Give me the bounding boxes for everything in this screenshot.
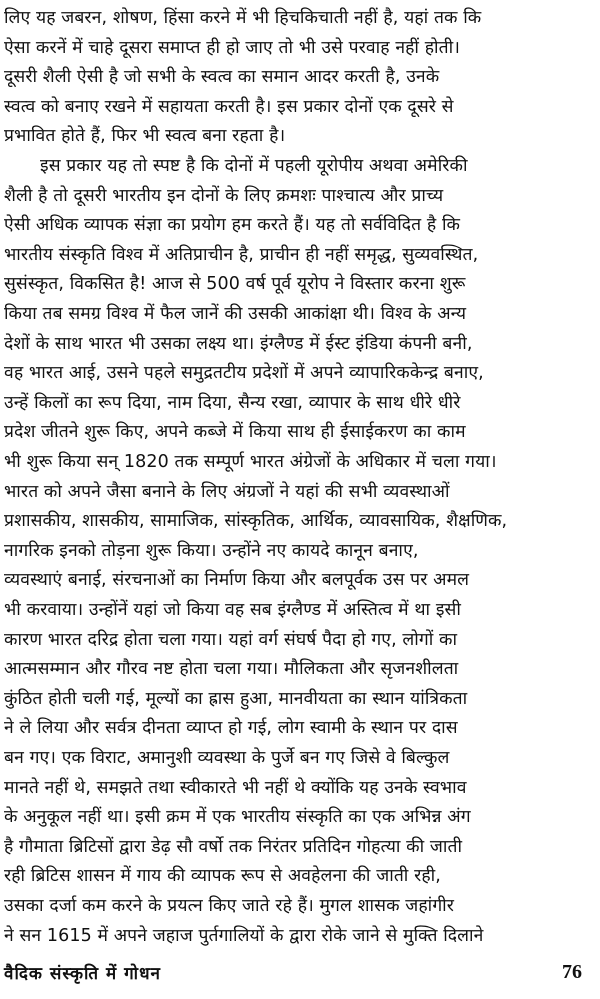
page-number: 76 [562, 961, 582, 983]
text-line: ने सन 1615 में अपने जहाज पुर्तगालियों के द्वारा रोके जाने से मुक्ति दिलाने [4, 925, 484, 946]
text-line: वह भारत आई, उसने पहले समुद्रतटीय प्रदेशों में अपने व्यापारिककेन्द्र बनाए, [4, 363, 484, 384]
text-line: भारत को अपने जैसा बनाने के लिए अंग्रजों ने यहां की सभी व्यवस्थाओं [4, 481, 450, 502]
text-line: है गौमाता ब्रिटिसों द्वारा डेढ़ सौ वर्षो तक निरंतर प्रतिदिन गोहत्या की जाती [4, 836, 463, 857]
text-line: कारण भारत दरिद्र होता चला गया। यहां वर्ग संघर्ष पैदा हो गए, लोगों का [4, 629, 458, 650]
text-line: लिए यह जबरन, शोषण, हिंसा करने में भी हिचकिचाती नहीं है, यहां तक कि [4, 8, 482, 28]
text-line: भी शुरू किया सन् 1820 तक सम्पूर्ण भारत अंग्रेजों के अधिकार में चला गया। [4, 452, 497, 472]
text-line: प्रशासकीय, शासकीय, सामाजिक, सांस्कृतिक, आर्थिक, व्यावसायिक, शैक्षणिक, [4, 511, 508, 532]
text-line: प्रभावित होते हैं, फिर भी स्वत्व बना रहता है। [4, 126, 286, 147]
text-line: बन गए। एक विराट, अमानुशी व्यवस्था के पुर्जे बन गए जिसे वे बिल्कुल [4, 748, 450, 768]
text-line: देशों के साथ भारत भी उसका लक्ष्य था। इंग्लैण्ड में ईस्ट इंडिया कंपनी बनी, [4, 333, 473, 354]
text-line: शैली है तो दूसरी भारतीय इन दोनों के लिए क्रमशः पाश्चात्य और प्राच्य [4, 185, 444, 206]
text-line: भारतीय संस्कृति विश्व में अतिप्राचीन है, प्राचीन ही नहीं समृद्ध, सुव्यवस्थित, [4, 244, 479, 265]
text-line: नागरिक इनको तोड़ना शुरू किया। उन्होंने नए कायदे कानून बनाए, [4, 540, 419, 561]
running-footer-title: वैदिक संस्कृति में गोधन [4, 964, 161, 984]
text-line: सुसंस्कृत, विकसित है! आज से 500 वर्ष पूर्व यूरोप ने विस्तार करना शुरू [4, 274, 466, 295]
text-line: ऐसी अधिक व्यापक संज्ञा का प्रयोग हम करते हैं। यह तो सर्वविदित है कि [4, 215, 461, 236]
text-line: प्रदेश जीतने शुरू किए, अपने कब्जे में किया साथ ही ईसाईकरण का काम [4, 422, 466, 443]
text-line: ने ले लिया और सर्वत्र दीनता व्याप्त हो गई, लोग स्वामी के स्थान पर दास [4, 718, 458, 739]
text-line: कुंठित होती चली गई, मूल्यों का ह्रास हुआ, मानवीयता का स्थान यांत्रिकता [4, 688, 468, 709]
text-line: आत्मसम्मान और गौरव नष्ट होता चला गया। मौलिकता और सृजनशीलता [4, 659, 459, 680]
text-line: दूसरी शैली ऐसी है जो सभी के स्वत्व का समान आदर करती है, उनके [4, 67, 440, 88]
text-line: रही ब्रिटिस शासन में गाय की व्यापक रूप से अवहेलना की जाती रही, [4, 866, 441, 887]
text-line: स्वत्व को बनाए रखने में सहायता करती है। इस प्रकार दोनों एक दूसरे से [4, 96, 454, 117]
text-line: उन्हें किलों का रूप दिया, नाम दिया, सैन्य रखा, व्यापार के साथ धीरे धीरे [4, 392, 461, 413]
text-line: इस प्रकार यह तो स्पष्ट है कि दोनों में पहली यूरोपीय अथवा अमेरिकी [40, 156, 468, 176]
text-line: के अनुकूल नहीं था। इसी क्रम में एक भारतीय संस्कृति का एक अभिन्न अंग [4, 807, 471, 828]
text-line: व्यवस्थाएं बनाई, संरचनाओं का निर्माण किया और बलपूर्वक उस पर अमल [4, 570, 470, 591]
text-line: भी करवाया। उन्होंनें यहां जो किया वह सब इंग्लैण्ड में अस्तित्व में था इसी [4, 600, 461, 620]
text-line: किया तब समग्र विश्व में फैल जानें की उसकी आकांक्षा थी। विश्व के अन्य [4, 304, 467, 324]
text-line: ऐसा करनें में चाहे दूसरा समाप्त ही हो जाए तो भी उसे परवाह नहीं होती। [4, 37, 460, 58]
text-line: उसका दर्जा कम करने के प्रयत्न किए जाते रहे हैं। मुगल शासक जहांगीर [4, 896, 455, 916]
text-line: मानते नहीं थे, समझते तथा स्वीकारते भी नहीं थे क्योंकि यह उनके स्वभाव [4, 777, 467, 798]
